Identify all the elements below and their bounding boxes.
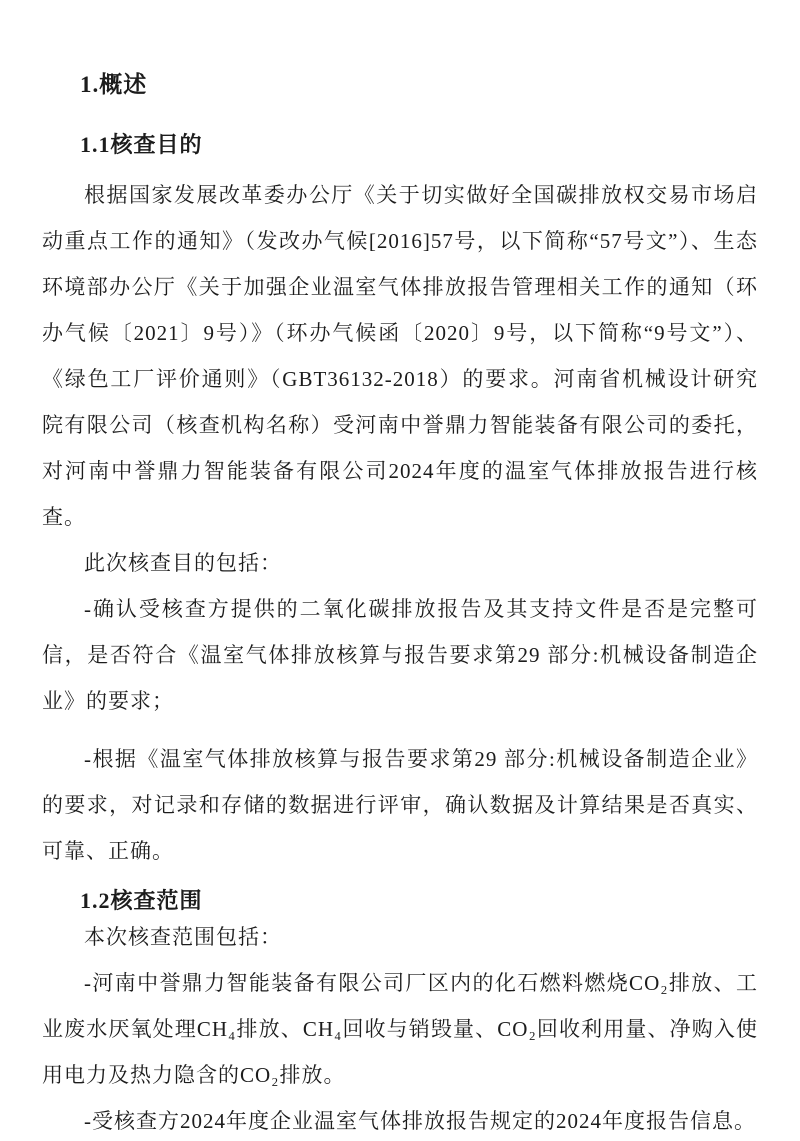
para-scope-item-2: -受核查方2024年度企业温室气体排放报告规定的2024年度报告信息。 — [84, 1109, 756, 1133]
heading-verification-scope: 1.2核查范围 — [80, 888, 203, 913]
para-purpose-item-1: -确认受核查方提供的二氧化碳排放报告及其支持文件是否是完整可信，是否符合《温室气体排放核算与报告要求第29 部分:机械设备制造企业》的要求； — [42, 597, 758, 713]
para-purpose-item-2: -根据《温室气体排放核算与报告要求第29 部分:机械设备制造企业》的要求，对记录和存储的数据进行评审，确认数据及计算结果是否真实、可靠、正确。 — [42, 747, 758, 863]
para-scope-item-1: -河南中誉鼎力智能装备有限公司厂区内的化石燃料燃烧CO₂排放、工业废水厌氧处理CH₄排放、CH₄回收与销毁量、CO₂回收利用量、净购入使用电力及热力隐含的CO₂排放。 — [42, 971, 758, 1087]
para-verification-basis: 根据国家发展改革委办公厅《关于切实做好全国碳排放权交易市场启动重点工作的通知》（发改办气候[2016]57号，以下简称“57号文”）、生态环境部办公厅《关于加强企业温室气体排放报告管理相关工作的通知（环办气候〔2021〕9号）》（环办气候函〔2020〕9号，以下简称“9号文”）、《绿色工厂评价通则》（GBT36132-2018）的要求。河南省机械设计研究院有限公司（核查机构名称）受河南中誉鼎力智能装备有限公司的委托，对河南中誉鼎力智能装备有限公司2024年度的温室气体排放报告进行核查。 — [42, 183, 758, 529]
heading-overview: 1.概述 — [80, 72, 148, 97]
para-purpose-intro: 此次核查目的包括： — [84, 551, 282, 575]
para-scope-intro: 本次核查范围包括： — [84, 925, 282, 949]
heading-verification-purpose: 1.1核查目的 — [80, 132, 203, 157]
